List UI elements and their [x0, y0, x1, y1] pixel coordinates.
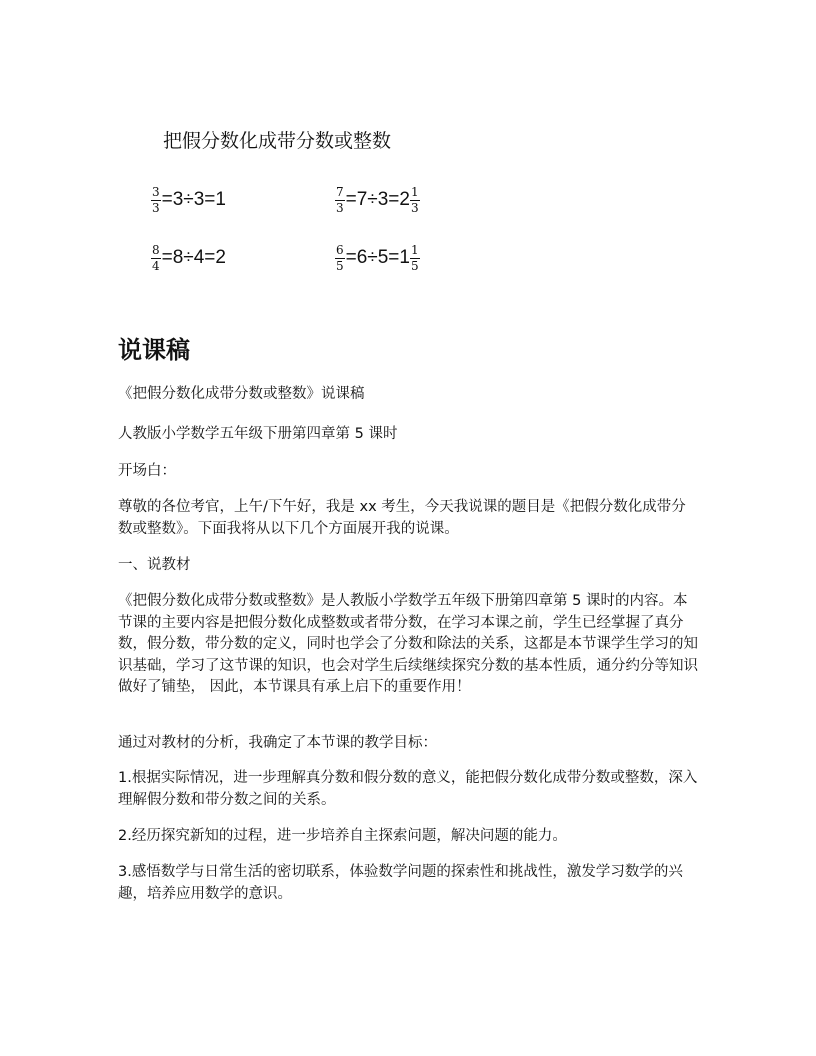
- numerator: 8: [152, 242, 160, 257]
- equation-expression: =3÷3=1: [161, 189, 226, 210]
- paragraph-goal-3: 3.感悟数学与日常生活的密切联系，体验数学问题的探索性和挑战性，激发学习数学的兴趣，培养应用数学的意识。: [118, 864, 683, 902]
- equation: [151, 180, 226, 220]
- fraction: [151, 244, 161, 273]
- numerator: 7: [336, 184, 344, 199]
- numerator: 1: [410, 184, 419, 199]
- denominator: 3: [336, 200, 344, 215]
- denominator: 3: [410, 200, 419, 215]
- equation-expression: =8÷4=2: [161, 247, 226, 268]
- paragraph-course-info: 人教版小学数学五年级下册第四章第 5 课时: [118, 426, 398, 442]
- denominator: 5: [410, 258, 419, 273]
- paragraph-goal-1: 1.根据实际情况，进一步理解真分数和假分数的意义，能把假分数化成带分数或整数，深入理解假分数和带分数之间的关系。: [118, 770, 698, 808]
- equation: [335, 180, 420, 220]
- paragraph-section-textbook: 一、说教材: [118, 557, 191, 573]
- paragraph-opening: 尊敬的各位考官，上午/下午好，我是 xx 考生，今天我说课的题目是《把假分数化成带分数或整数》。下面我将从以下几个方面展开我的说课。: [118, 499, 686, 537]
- fraction: [335, 244, 345, 273]
- paragraph-goal-2: 2.经历探究新知的过程，进一步培养自主探索问题，解决问题的能力。: [118, 828, 567, 844]
- denominator: 4: [152, 258, 160, 273]
- paragraph-textbook-analysis: 《把假分数化成带分数或整数》是人教版小学数学五年级下册第四章第 5 课时的内容。本节课的主要内容是把假分数化成整数或者带分数，在学习本课之前，学生已经掌握了真分数，假分数，带分数的定义，同时也学会了分数和除法的关系，这都是本节课学生学习的知识基础，学习了这节课的知识，也会对学生后续继续探究分数的基本性质，通分约分等知识做好了铺垫， 因此，本节课具有承上启下的重要作用！: [118, 593, 698, 695]
- denominator: 3: [152, 200, 160, 215]
- mixed-fraction-part: [410, 244, 420, 273]
- equation: [151, 238, 226, 278]
- page-title: 把假分数化成带分数或整数: [163, 130, 392, 152]
- equation-expression: =7÷3=2: [345, 189, 410, 210]
- fraction: [151, 186, 161, 215]
- fraction: [335, 186, 345, 215]
- equation: [335, 238, 420, 278]
- denominator: 5: [336, 258, 344, 273]
- paragraph-goals-intro: 通过对教材的分析，我确定了本节课的教学目标：: [118, 735, 437, 751]
- numerator: 1: [410, 242, 419, 257]
- numerator: 6: [336, 242, 344, 257]
- paragraph-title: 《把假分数化成带分数或整数》说课稿: [118, 386, 365, 402]
- paragraph-opening-label: 开场白：: [118, 463, 176, 479]
- mixed-fraction-part: [410, 186, 420, 215]
- equation-expression: =6÷5=1: [345, 247, 410, 268]
- numerator: 3: [152, 184, 160, 199]
- section-heading: 说课稿: [118, 336, 190, 364]
